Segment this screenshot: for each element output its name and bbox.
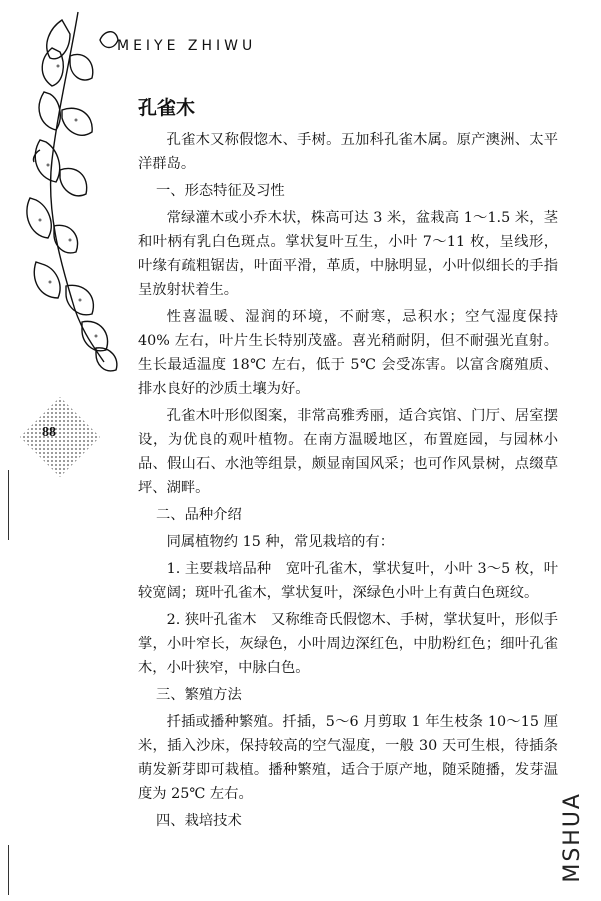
page-number: 88 (42, 425, 56, 440)
running-header: MEIYE ZHIWU (117, 38, 257, 54)
paragraph: 扦插或播种繁殖。扦插，5～6 月剪取 1 年生枝条 10～15 厘米，插入沙床，保持较高的空气湿度，一般 30 天可生根，待插条萌发新芽即可栽植。播种繁殖，适合于原产地，随采随播，发芽温度为 25℃ 左右。 (138, 714, 558, 802)
article-body (138, 93, 558, 836)
section-heading: 二、品种介绍 (156, 507, 242, 523)
scan-edge-line (8, 845, 9, 895)
article-title: 孔雀木 (138, 97, 196, 119)
paragraph: 1. 主要栽培品种 宽叶孔雀木，掌状复叶，小叶 3～5 枚，叶较宽阔；斑叶孔雀木，掌状复叶，深绿色小叶上有黄白色斑纹。 (138, 561, 558, 601)
scan-edge-line (8, 470, 9, 540)
paragraph: 性喜温暖、湿润的环境，不耐寒，忌积水；空气湿度保持 40% 左右，叶片生长特别茂盛。喜光稍耐阴，但不耐强光直射。生长最适温度 18℃ 左右，低于 5℃ 会受冻害。以富含腐殖质、排水良好的沙质土壤为好。 (138, 309, 558, 397)
watermark-text: MSHUA (560, 792, 585, 883)
page-number-badge (18, 395, 102, 479)
paragraph: 同属植物约 15 种，常见栽培的有： (166, 534, 395, 550)
section-heading: 四、栽培技术 (156, 813, 242, 829)
section-heading: 三、繁殖方法 (156, 687, 242, 703)
paragraph: 2. 狭叶孔雀木 又称维奇氏假惚木、手树，掌状复叶，形似手掌，小叶窄长，灰绿色，小叶周边深红色，中肋粉红色；细叶孔雀木，小叶狭窄，中脉白色。 (138, 612, 558, 676)
leaf-vine-illustration (0, 0, 135, 380)
paragraph: 孔雀木叶形似图案，非常高雅秀丽，适合宾馆、门厅、居室摆设，为优良的观叶植物。在南方温暖地区，布置庭园，与园林小品、假山石、水池等组景，颇显南国风采；也可作风景树，点缀草坪、湖畔。 (138, 408, 558, 496)
section-heading: 一、形态特征及习性 (156, 183, 285, 199)
paragraph: 常绿灌木或小乔木状，株高可达 3 米，盆栽高 1～1.5 米，茎和叶柄有乳白色斑点。掌状复叶互生，小叶 7～11 枚，呈线形，叶缘有疏粗锯齿，叶面平滑，革质，中脉明显，小叶似细长的手指呈放射状着生。 (138, 210, 558, 298)
intro-paragraph: 孔雀木又称假惚木、手树。五加科孔雀木属。原产澳洲、太平洋群岛。 (138, 132, 558, 172)
